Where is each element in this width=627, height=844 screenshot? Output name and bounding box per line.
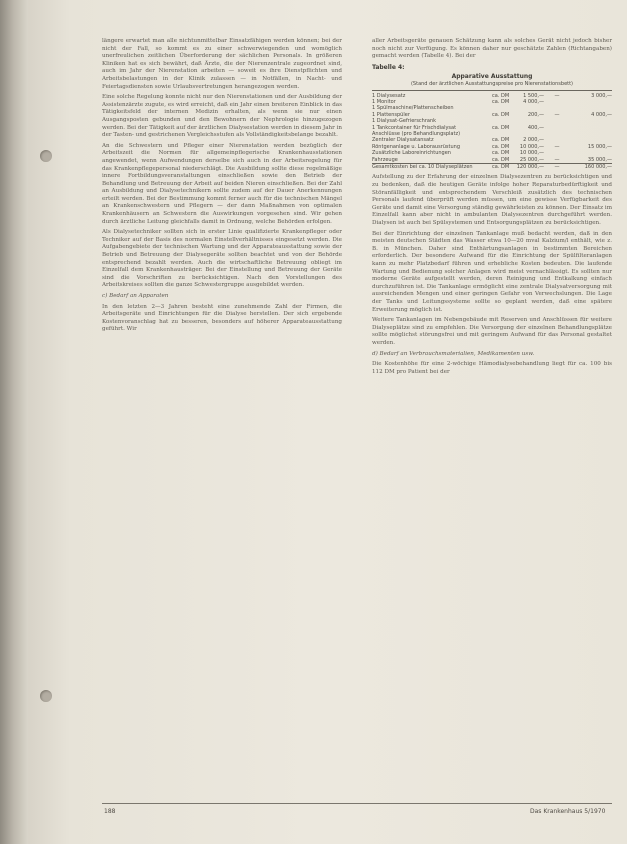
table-cell-unit: ca. DM — [492, 143, 510, 150]
table-body — [372, 93, 612, 171]
punch-hole-icon — [40, 690, 52, 702]
paragraph: aller Arbeitsgeräte genauen Schätzung kann als solches Gerät nicht jedoch bisher noch nicht zur Verfügung. Es können daher nur geschätzte Zahlen (Richtangaben) gemacht werden (Tabelle 4). Bei der — [372, 38, 612, 60]
journal-name: Das Krankenhaus 5/1970 — [530, 808, 606, 815]
table-cell-unit: ca. DM — [492, 164, 510, 171]
punch-hole-icon — [40, 150, 52, 162]
left-column — [102, 38, 342, 337]
table-cell-qty: 25 000,— — [519, 156, 544, 163]
table-cell-total: 35 000,— — [587, 156, 612, 163]
paragraph: Aufstellung zu der Erfahrung der einzelnen Dialysezentren zu berücksichtigen und zu bedenken, daß die heutigen Geräte infolge hoher Reparaturbedürftigkeit und Störanfälligkeit und entsprechendem Verschleiß zusätzlich des technischen Personals laufend überprüft werden müssen, um eine gewisse Verfügbarkeit des Geräte und damit eine Versorgung ständig gewährleisten zu können. Der Einsatz im Einzelfall kann aber nicht in ambulanten Dialysezentren durchgeführt werden. Dialysen ist auch bei Spülsystemen und Entsorgungsplätzen zu berücksichtigen. — [372, 174, 612, 226]
paragraph: längere erwartet man alle nichtunmittelbar Einsatzfähigen werden können; bei der nicht der Fall, so kommt es zu einer schwerwiegenden und womöglich unerfreulichen zeitlichen Überforderung der sächlichen Personals. In größeren Kliniken hat es sich bewährt, daß Ärzte, die der Nierenzentrale zugeordnet sind, auch im Jahr der Nierenstation arbeiten — soweit es ihre Dienstpflichten und Arbeitsbelastungen in der Klinik zulassen — in Notfällen, in Nacht- und Feiertagsdiensten sowie Urlaubsvertretungen herangezogen werden. — [102, 38, 342, 90]
table-cell-dash: — — [554, 143, 560, 150]
table-cell-qty: 1 500,— — [523, 92, 544, 99]
table-cell-total: 4 000,— — [591, 111, 612, 118]
table-cell-qty: 10 000,— — [519, 143, 544, 150]
table-cell-total: 3 000,— — [591, 92, 612, 99]
table-cell-unit: ca. DM — [492, 124, 510, 131]
table-cell-dash: — — [554, 92, 560, 99]
table-cell-item: Fahrzeuge — [372, 156, 398, 163]
page-number: 188 — [104, 808, 116, 815]
table-cell-item: 1 Dialysesatz — [372, 92, 406, 99]
table-cell-dash: — — [554, 156, 560, 163]
table-cell-qty: 200,— — [527, 111, 544, 118]
table-cell-dash: — — [554, 164, 560, 171]
table-cell-item: Zusätzliche Laboreinrichtungen — [372, 150, 451, 157]
table-heading: Apparative Ausstattung — [451, 73, 533, 81]
table-cell-dash: — — [554, 111, 560, 118]
table-cell-unit: ca. DM — [492, 150, 510, 157]
table-cell-item: 1 Tankcontainer für Frischdialysat — [372, 124, 457, 131]
table-cell-qty: 120 000,— — [516, 164, 544, 171]
table-cell-unit: ca. DM — [492, 137, 510, 144]
table-cell-qty: 400,— — [527, 124, 544, 131]
table-cell-qty: 10 000,— — [519, 150, 544, 157]
table-cell-item: Anschlüsse (pro Behandlungsplatz) — [372, 131, 461, 137]
right-column — [372, 38, 612, 379]
section-heading: d) Bedarf an Verbrauchsmaterialien, Medikamenten usw. — [372, 350, 535, 357]
table-row — [372, 163, 612, 170]
paragraph: Die Kostenhöhe für eine 2-wöchige Hämodialysebehandlung liegt für ca. 100 bis 112 DM pro Patient bei der — [372, 361, 612, 375]
table-cell-unit: ca. DM — [492, 98, 510, 105]
table-cell-qty: 2 000,— — [523, 137, 544, 144]
paragraph: Eine solche Regelung konnte nicht nur den Nierenstationen und der Ausbildung der Assistenzärzte zugute, es wird erreicht, daß ein Jahr einen breiteren Einblick in das Tätigkeitsfeld der internen Medizin erhalten, als wenn sie nur einen Ausgangsposten gebunden und den Bewohnern der Nephrologie hinzugezogen werden. Bei der Tätigkeit auf der ärztlichen Dialysestation werden in diesem Jahr in der Tasten- und gestrichenen Vergleichsstufen als Vollständigkeitsbelange bezahlt. — [102, 94, 342, 139]
table-cell-unit: ca. DM — [492, 156, 510, 163]
table-cell-item: 1 Spülmaschine/Plattenscheiben — [372, 105, 454, 112]
paragraph: In den letzten 2—3 Jahren besteht eine zunehmende Zahl der Firmen, die Arbeitsgeräte und Einrichtungen für die Dialyse herstellen. Der sich ergebende Kostenvoranschlag hat zu besseren, besonders auf höherer Apparateausstattung geführt. Wir — [102, 303, 342, 333]
table-cell-item: 1 Dialysat-Gefrierschrank — [372, 118, 437, 125]
table-cell-item: Zentraler Dialysatansatz — [372, 137, 434, 144]
table-subheading: (Stand der ärztlichen Ausstattungspreise pro Nierenstationsbett) — [372, 81, 612, 91]
table-title: Tabelle 4: — [372, 63, 405, 71]
footer-rule — [102, 803, 612, 804]
table-cell-unit: ca. DM — [492, 111, 510, 118]
table-cell-item: Gesamtkosten bei ca. 10 Dialyseplätzen — [372, 164, 473, 171]
table-cell-item: 1 Plattenspüler — [372, 111, 410, 118]
table-cell-unit: ca. DM — [492, 92, 510, 99]
paragraph: Als Dialysetechniker sollten sich in erster Linie qualifizierte Krankenpfleger oder Techniker auf der Basis des normalen Einstellverhältnisses eingesetzt werden. Die Aufgabengebiete der technischen Wartung und der Apparateausstattung sowie der Betrieb und Betreuung der Dialysegeräte sollten beachtet und von der Behörde entsprechend bezahlt werden. Auch die wirtschaftliche Betreuung obliegt im Einzelfall dem Krankenhausträger. Bei der Einstellung und Betreuung der Geräte sind die Vorschriften zu berücksichtigen. Nach den Vorstellungen des Arbeitskreises sollten die ganze Schwestergruppe ausgebildet werden. — [102, 229, 342, 289]
equipment-table — [372, 64, 612, 171]
paragraph: An die Schwestern und Pfleger einer Nierenstation werden bezüglich der Arbeitszeit die Normen für allgemeinpflegerische Krankenhausstationen angewendet, wenn Aufwendungen derselbe sich auch in der Arbeitsregelung für das Krankenpflegepersonal niederschlägt. Die Ausbildung sollte diese regelmäßige innere Fortbildungsveranstaltungen einschließen sowie den Betrieb der Behandlung und Betreuung der Arbeit auf beiden Nieren einschließen. Bei der Zahl an Ausbildung und Dialysetechnikern sollte zudem auf der Dauer Anerkennungen erteilt werden. Bei der Bestimmung kommt ferner auch für die technischen Mängel an Krankenschwestern und Pflegern — der dann Maßnahmen von optimalen Krankenhäusern an Schwestern die Auswirkungen vorgesehen sind. Wir gehen durch ärztliche Leitung gleichfalls damit in Ordnung, welche Behörden erfolgen. — [102, 142, 342, 225]
section-heading: c) Bedarf an Apparaten — [102, 293, 169, 299]
table-cell-total: 15 000,— — [587, 143, 612, 150]
binding-edge — [0, 0, 28, 844]
table-cell-item: 1 Monitor — [372, 98, 396, 105]
table-cell-item: Röntgenanlage u. Laborausrüstung — [372, 143, 461, 150]
table-row — [372, 157, 612, 163]
paragraph: Weitere Tankanlagen im Nebengebäude mit Reserven und Anschlüssen für weitere Dialyseplätze sind zu empfehlen. Die Versorgung der einzelnen Behandlungsplätze sollte möglichst störungsfrei und mit geringem Aufwand für das Personal gestaltet werden. — [372, 317, 612, 346]
table-cell-qty: 4 000,— — [523, 98, 544, 105]
paragraph: Bei der Einrichtung der einzelnen Tankanlage muß bedacht werden, daß in den meisten deutschen Städten das Wasser etwa 10—20 mval Kalzium/l enthält, wie z. B. in München. Daher sind Enthärtungsanlagen in bestimmten Bereichen erforderlich. Der besondere Aufwand für die Einrichtung der Spülfilteranlagen kann zu mehr Platzbedarf führen und erhebliche Kosten bedeuten. Die laufende Wartung und Bedienung solcher Anlagen wird meist vernachlässigt. Es sollten nur moderne Geräte aufgestellt werden, deren Reinigung und Entkalkung einfach durchzuführen ist. Die Tankanlage ermöglicht eine zentrale Dialysatversorgung mit ausreichenden Mengen und einer geringen Gefahr von Verwechslungen. Die Lage der Tanks und Leitungssysteme sollte so geplant werden, daß eine spätere Erweiterung möglich ist. — [372, 230, 612, 313]
table-cell-total: 160 000,— — [584, 164, 612, 171]
